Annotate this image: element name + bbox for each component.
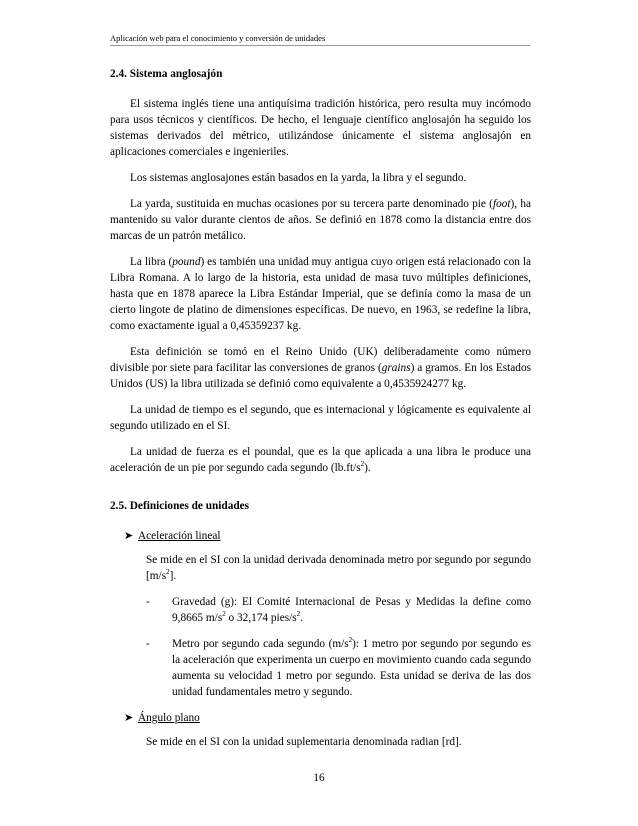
arrow-bullet-icon: ➤	[124, 712, 134, 724]
dash-list-item: - Gravedad (g): El Comité Internacional de Pesas y Medidas la define como 9,8665 $m/s^2$ o 32,174 pies/$s^2$.	[146, 596, 531, 624]
bullet-item	[124, 710, 531, 726]
paragraph: La unidad de fuerza es el poundal, que es la que aplicada a una libra le produce una aceleración de un pie por segundo cada segundo $(lb.ft/s^2)$.	[110, 446, 531, 474]
bullet-description: Se mide en el SI con la unidad suplementaria denominada radian [rd].	[146, 736, 462, 748]
dash-marker: -	[146, 596, 150, 608]
paragraph: El sistema inglés tiene una antiquísima tradición histórica, pero resulta muy incómodo para usos técnicos y científicos. De hecho, el lenguaje científico anglosajón ha seguido los sistemas derivados del métrico, utilizándose únicamente el sistema anglosajón en aplicaciones comerciales e ingenieriles.	[110, 98, 531, 158]
page-number: 16	[313, 772, 325, 784]
dash-marker: -	[146, 638, 150, 650]
bullet-title: Ángulo plano	[138, 712, 200, 724]
bullet-title: Aceleración lineal	[138, 530, 221, 542]
paragraph: La unidad de tiempo es el segundo, que es internacional y lógicamente es equivalente al segundo utilizado en el SI.	[110, 404, 531, 432]
running-header: Aplicación web para el conocimiento y conversión de unidades	[110, 33, 530, 46]
bullet-item	[124, 528, 531, 544]
page-body	[110, 66, 531, 760]
arrow-bullet-icon: ➤	[124, 530, 134, 542]
paragraph: La yarda, sustituida en muchas ocasiones por su tercera parte denominado pie (foot), ha mantenido su valor durante cientos de años. Se definió en 1878 como la distancia entre dos marcas de un patrón metálico.	[110, 198, 532, 242]
dash-list-item: - Metro por segundo cada segundo $(m/s^2)$: 1 metro por segundo por segundo es la aceleración que experimenta un cuerpo en movimiento cuando cada segundo aumenta su velocidad 1 metro por segundo. Esta unidad se deriva de las dos unidad fundamentales metro y segundo.	[146, 636, 531, 698]
paragraph: La libra (pound) es también una unidad muy antigua cuyo origen está relacionado con la Libra Romana. A lo largo de la historia, esta unidad de masa tuvo múltiples definiciones, hasta que en 1878 aparece la Libra Estándar Imperial, que se definía como la masa de un cierto lingote de platino de dimensiones específicas. De nuevo, en 1963, se redefine la libra, como exactamente igual a 0,45359237 kg.	[110, 256, 531, 332]
section-heading-2-5: 2.5. Definiciones de unidades	[110, 500, 250, 512]
paragraph: Los sistemas anglosajones están basados en la yarda, la libra y el segundo.	[130, 172, 467, 184]
section-heading-2-4: 2.4. Sistema anglosajón	[110, 68, 223, 80]
bullet-description: Se mide en el SI con la unidad derivada denominada metro por segundo por segundo $[m/s^2]$.	[146, 554, 531, 582]
paragraph: Esta definición se tomó en el Reino Unido (UK) deliberadamente como número divisible por siete para facilitar las conversiones de granos (grains) a gramos. En los Estados Unidos (US) la libra utilizada se definió como equivalente a 0,4535924277 kg.	[110, 346, 531, 390]
